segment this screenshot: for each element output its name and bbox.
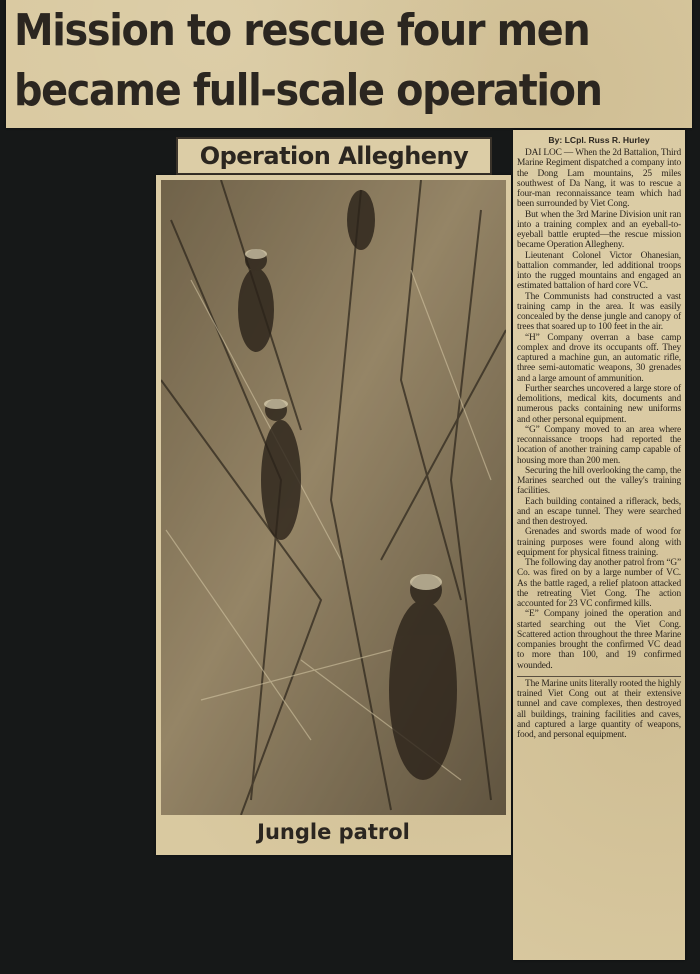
article-paragraph: DAI LOC — When the 2d Battalion, Third Marine Regiment dispatched a company into the Dong Lam mountains, 25 miles southwest of Da Nang, it was to rescue a four-man reconnaissance team which had been surrounded by Viet Cong. (517, 148, 681, 210)
headline-line-1: Mission to rescue four men (14, 5, 590, 56)
article-paragraph: “H” Company overran a base camp complex and drove its occupants off. They captured a machine gun, an automatic rifle, three semi-automatic weapons, 30 grenades and a large amount of ammunition. (517, 332, 681, 384)
article-paragraph: Grenades and swords made of wood for training purposes were found along with equipment for physical fitness training. (517, 527, 681, 558)
article-paragraph: But when the 3rd Marine Division unit ran into a training complex and an eyeball-to-eyeball battle erupted—the rescue mission became Operation Allegheny. (517, 209, 681, 251)
article-closing-paragraph: The Marine units literally rooted the highly trained Viet Cong out at their extensive tunnel and cave complexes, then destroyed all buildings, training facilities and caves, and captured a large quantity of weapons, food, and personal equipment. (517, 676, 681, 741)
jungle-patrol-photo (161, 180, 506, 815)
article-paragraph: “E” Company joined the operation and started searching out the Viet Cong. Scattered action throughout the three Marine companies brought the confirmed VC dead to more than 100, and 19 confirmed wounded. (517, 609, 681, 671)
headline-line-2: became full-scale operation (14, 65, 602, 116)
article-paragraph: The Communists had constructed a vast training camp in the area. It was easily concealed by the dense jungle and canopy of trees that soared up to 100 feet in the air. (517, 291, 681, 333)
photo-clipping (156, 175, 511, 855)
article-paragraph: The following day another patrol from “G” Co. was fired on by a large number of VC. As the battle raged, a relief platoon attacked the retreating Viet Cong. The action accounted for 23 VC confirmed kills. (517, 558, 681, 609)
article-clipping (513, 130, 685, 960)
article-paragraph: “G” Company moved to an area where reconnaissance troops had reported the location of another training camp capable of housing more than 200 men. (517, 424, 681, 466)
article-paragraph: Lieutenant Colonel Victor Ohanesian, battalion commander, led additional troops into the rugged mountains and engaged an estimated battalion of hard core VC. (517, 250, 681, 292)
subhead-title: Operation Allegheny (199, 142, 469, 170)
article-paragraph: Each building contained a riflerack, beds, and an escape tunnel. They were searched and then destroyed. (517, 496, 681, 527)
byline: By: LCpl. Russ R. Hurley (548, 135, 650, 145)
article-paragraph: Securing the hill overlooking the camp, the Marines searched out the valley's training facilities. (517, 465, 681, 497)
subhead-banner (176, 137, 492, 175)
photo-caption: Jungle patrol (257, 820, 410, 844)
headline-clipping (6, 0, 692, 128)
article-paragraph: Further searches uncovered a large store of demolitions, medical kits, documents and numerous packs containing new uniforms and other personal equipment. (517, 383, 681, 425)
